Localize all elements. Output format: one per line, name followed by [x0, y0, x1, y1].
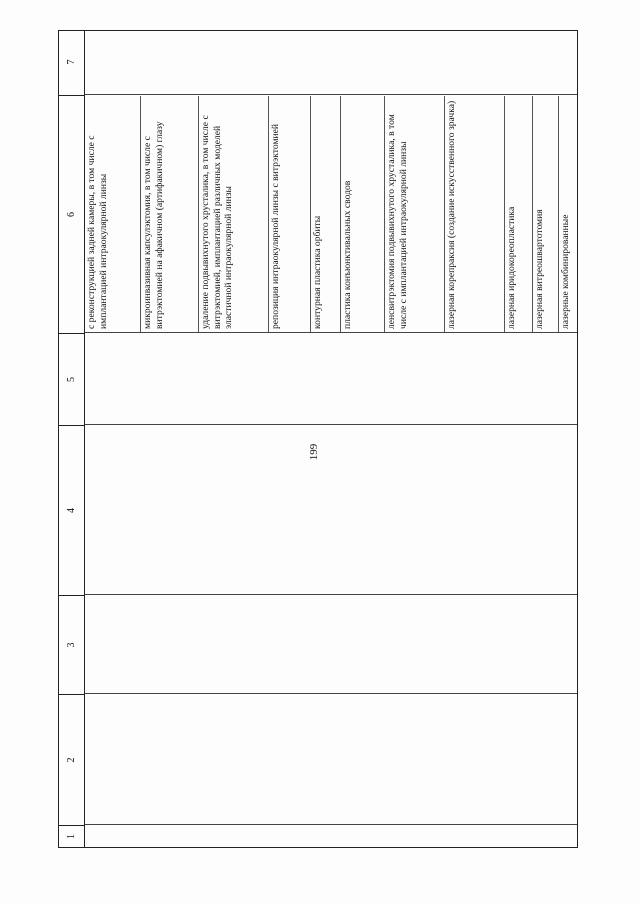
column-divider	[85, 594, 577, 595]
rotated-table-sheet	[58, 30, 578, 848]
table-cell: микроинвазивная капсулэктомия, в том числе с витрэктомией на афакичном (артифакичном) глазу	[141, 96, 199, 332]
col6-entries	[85, 95, 577, 333]
table-cell: удаление подвывихнутого хрусталика, в том числе с витрэктомией, имплантацией различных моделей эластичной интраокулярной линзы	[199, 96, 269, 332]
table-cell: пластика конъюнктивальных сводов	[341, 96, 385, 332]
column-divider	[85, 424, 577, 425]
table-cell: ленсвитрэктомия подвывихнутого хрусталика, в том числе с имплантацией интраокулярной линзы	[385, 96, 445, 332]
header-col-1: 1	[59, 825, 85, 847]
table-cell: лазерная витреошвартотомия	[533, 96, 559, 332]
procedures-table	[58, 30, 578, 848]
header-col-6: 6	[59, 95, 85, 333]
header-col-7: 7	[66, 59, 77, 65]
header-col-5: 5	[59, 333, 85, 425]
page-number: 199	[308, 443, 320, 461]
table-cell: лазерная корепраксия (создание искусственного зрачка)	[445, 96, 505, 332]
table-cell: репозиция интраокулярной линзы с витрэктомией	[269, 96, 311, 332]
table-cell: лазерные комбинированные	[560, 214, 571, 329]
table-header-row	[59, 31, 85, 847]
column-divider	[85, 824, 577, 825]
header-col-2: 2	[59, 694, 85, 825]
header-col-4: 4	[59, 425, 85, 595]
column-divider	[85, 693, 577, 694]
header-col-3: 3	[59, 595, 85, 694]
table-cell: с реконструкцией задней камеры, в том числе с имплантацией интраокулярной линзы	[85, 96, 141, 332]
table-cell: лазерная иридокореопластика	[505, 96, 533, 332]
table-cell: контурная пластика орбиты	[311, 96, 341, 332]
